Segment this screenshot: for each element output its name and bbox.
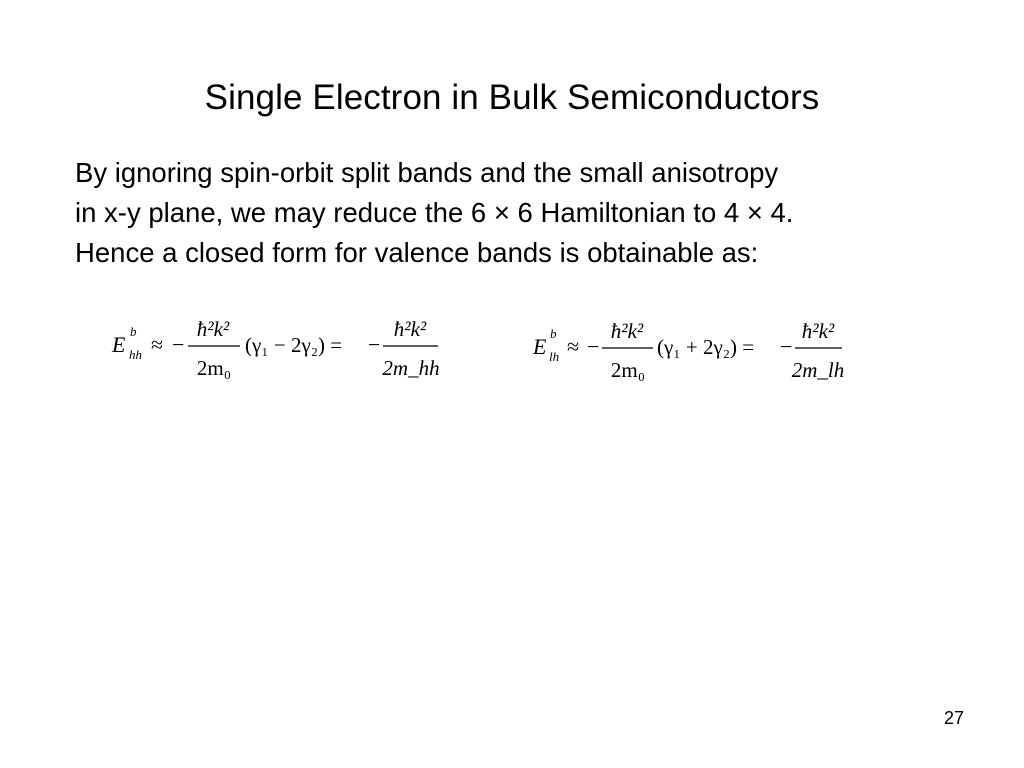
eq-hh-minus-1: − — [172, 332, 185, 357]
eq-lh-numerator-1: ħ²k² — [610, 319, 644, 343]
equations-area — [0, 290, 1024, 400]
eq-lh-numerator-2: ħ²k² — [801, 319, 835, 343]
eq-lh-denominator-1: 2m₀ — [610, 358, 646, 382]
page-number: 27 — [943, 708, 964, 728]
eq-hh-minus-2: − — [368, 332, 381, 357]
equation-heavy-hole — [111, 317, 440, 380]
eq-lh-subscript: lh — [549, 349, 560, 364]
eq-hh-numerator-1: ħ²k² — [196, 317, 230, 341]
body-line-1: By ignoring spin-orbit split bands and the small anisotropy — [75, 157, 779, 188]
eq-lh-middle: (γ₁ + 2γ₂) = — [657, 335, 755, 359]
eq-hh-approx: ≈ — [151, 332, 164, 357]
eq-hh-energy-symbol: E — [112, 332, 126, 357]
eq-lh-energy-symbol: E — [533, 334, 547, 359]
eq-hh-superscript: b — [130, 324, 137, 339]
eq-hh-numerator-2: ħ²k² — [393, 317, 427, 341]
eq-hh-middle: (γ₁ − 2γ₂) = — [245, 333, 343, 357]
equation-light-hole — [532, 319, 844, 382]
eq-lh-minus-2: − — [780, 334, 793, 359]
body-line-2: in x-y plane, we may reduce the 6 × 6 Hamiltonian to 4 × 4. — [75, 197, 794, 228]
eq-lh-superscript: b — [550, 326, 557, 341]
slide-title: Single Electron in Bulk Semiconductors — [204, 78, 820, 117]
eq-lh-denominator-2: 2m_lh — [791, 358, 845, 382]
eq-hh-denominator-1: 2m₀ — [196, 356, 232, 380]
eq-hh-subscript: hh — [129, 347, 142, 362]
eq-hh-denominator-2: 2m_hh — [382, 356, 440, 380]
body-line-3: Hence a closed form for valence bands is obtainable as: — [75, 237, 759, 268]
body-text — [75, 153, 1005, 273]
eq-lh-minus-1: − — [587, 334, 600, 359]
eq-lh-approx: ≈ — [567, 334, 580, 359]
